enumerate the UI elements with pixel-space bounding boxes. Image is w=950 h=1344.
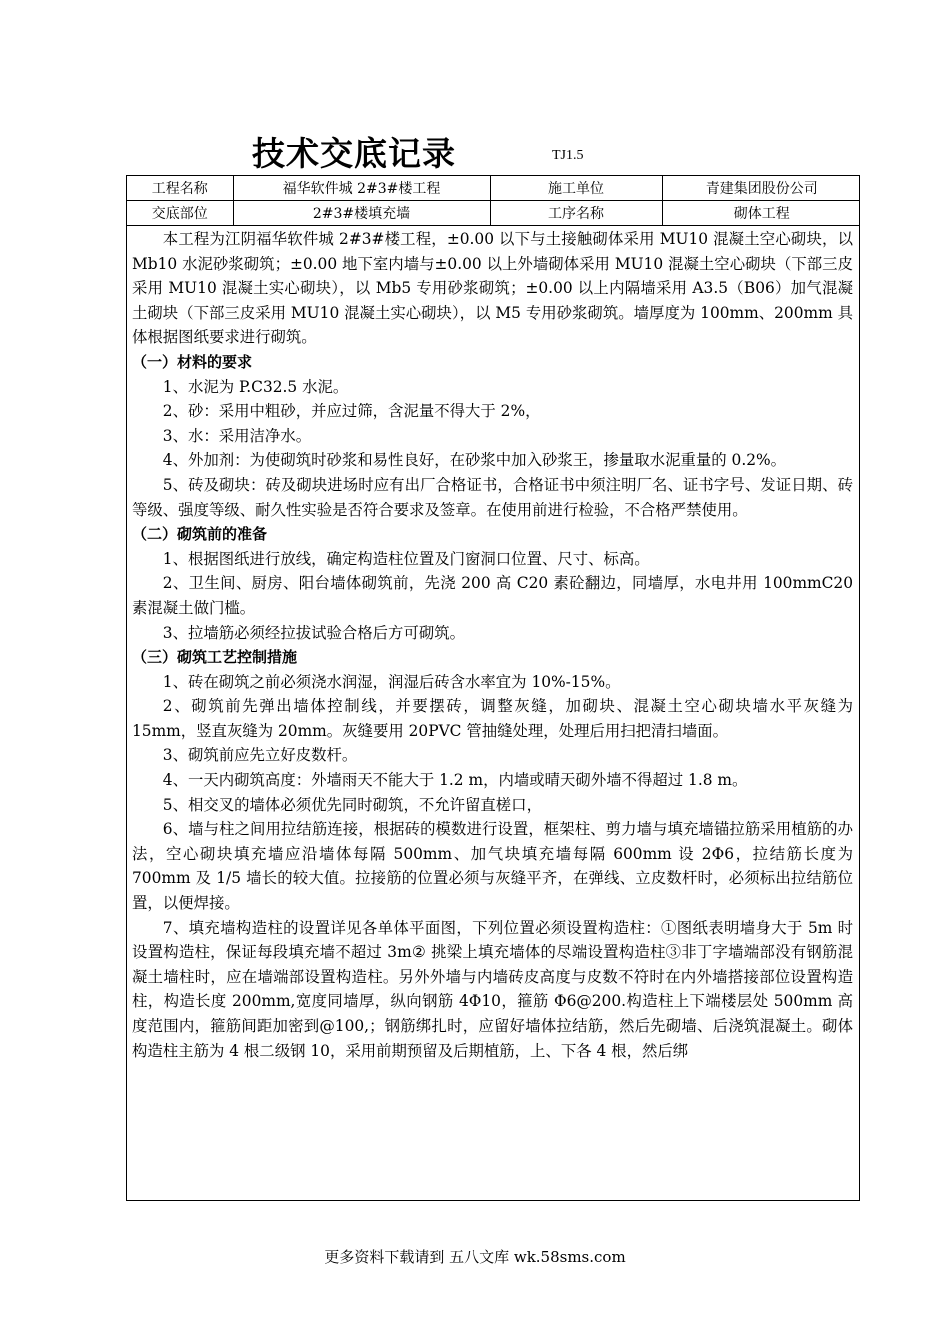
body-paragraph: 4、外加剂：为使砌筑时砂浆和易性良好，在砂浆中加入砂浆王，掺量取水泥重量的 0.2%。	[162, 451, 787, 470]
form-code: TJ1.5	[552, 148, 584, 163]
header-row-1	[127, 176, 860, 201]
process-label: 工序名称	[490, 201, 662, 226]
page-title: 技术交底记录	[252, 134, 456, 173]
project-name-label: 工程名称	[127, 176, 233, 201]
contractor-label: 施工单位	[490, 176, 662, 201]
body-paragraph: 3、砌筑前应先立好皮数杆。	[162, 746, 358, 765]
body-paragraph: 7、填充墙构造柱的设置详见各单体平面图，下列位置必须设置构造柱：①图纸表明墙身大于 5m 时设置构造柱，保证每段填充墙不超过 3m② 挑梁上填充墙体的尽端设置构造柱③非丁字墙端部没有钢筋混凝土墙柱时，应在墙端部设置构造柱。另外外墙与内墙砖皮高度与皮数不符时在内外墙搭接部位设置构造柱，构造长度 200mm,宽度同墙厚，纵向钢筋 4Φ10，箍筋 Φ6@200.构造柱上下端楼层处 500mm 高度范围内，箍筋间距加密到@100,；钢筋绑扎时，应留好墙体拉结筋，然后先砌墙、后浇筑混凝土。砌体构造柱主筋为 4 根二级钢 10，采用前期预留及后期植筋，上、下各 4 根，然后绑	[132, 918, 853, 1060]
project-name-value: 福华软件城 2#3#楼工程	[233, 176, 490, 201]
body-paragraph: 2、砂：采用中粗砂，并应过筛，含泥量不得大于 2%，	[162, 402, 541, 421]
body-paragraph: 6、墙与柱之间用拉结筋连接，根据砖的模数进行设置，框架柱、剪力墙与填充墙锚拉筋采用植筋的办法，空心砌块填充墙应沿墙体每隔 500mm、加气块填充墙每隔 600mm 设 2Φ6，拉结筋长度为 700mm 及 1/5 墙长的较大值。拉接筋的位置必须与灰缝平齐，在弹线、立皮数杆时，必须标出拉结筋位置，以便焊接。	[132, 820, 853, 913]
record-sheet	[126, 175, 860, 1201]
contractor-value: 青建集团股份公司	[662, 176, 860, 201]
body-paragraph: 5、相交叉的墙体必须优先同时砌筑，不允许留直槎口，	[162, 795, 542, 814]
section-heading: （一）材料的要求	[132, 352, 253, 371]
body-paragraph: 1、根据图纸进行放线，确定构造柱位置及门窗洞口位置、尺寸、标高。	[162, 549, 650, 568]
section-heading: （二）砌筑前的准备	[132, 525, 268, 544]
header-table	[127, 176, 860, 226]
location-value: 2#3#楼填充墙	[233, 201, 490, 226]
footer-note: 更多资料下载请到 五八文库 wk.58sms.com	[324, 1248, 626, 1266]
header-row-2	[127, 201, 860, 226]
section-heading: （三）砌筑工艺控制措施	[132, 648, 298, 667]
body-paragraph: 5、砖及砌块：砖及砌块进场时应有出厂合格证书，合格证书中须注明厂名、证书字号、发证日期、砖等级、强度等级、耐久性实验是否符合要求及签章。在使用前进行检验，不合格严禁使用。	[132, 475, 853, 519]
body-paragraph: 1、砖在砌筑之前必须浇水润湿，润湿后砖含水率宜为 10%-15%。	[162, 672, 621, 691]
body-paragraph: 2、卫生间、厨房、阳台墙体砌筑前，先浇 200 高 C20 素砼翻边，同墙厚，水电井用 100mmC20 素混凝土做门槛。	[132, 574, 853, 617]
body-paragraph: 本工程为江阴福华软件城 2#3#楼工程，±0.00 以下与土接触砌体采用 MU10 混凝土空心砌块，以 Mb10 水泥砂浆砌筑；±0.00 地下室内墙与±0.00 以上外墙砌体采用 MU10 混凝土空心砌块（下部三皮采用 MU10 混凝土实心砌块），以 Mb5 专用砂浆砌筑；±0.00 以上内隔墙采用 A3.5（B06）加气混凝土砌块（下部三皮采用 MU10 混凝土实心砌块），以 M5 专用砂浆砌筑。墙厚度为 100mm、200mm 具体根据图纸要求进行砌筑。	[132, 230, 853, 347]
body-paragraph: 4、一天内砌筑高度：外墙雨天不能大于 1.2 m，内墙或晴天砌外墙不得超过 1.8 m。	[162, 771, 748, 790]
process-value: 砌体工程	[662, 201, 860, 226]
body-paragraph: 3、拉墙筋必须经拉拔试验合格后方可砌筑。	[162, 623, 466, 642]
disclosure-content	[127, 226, 859, 1063]
location-label: 交底部位	[127, 201, 233, 226]
body-paragraph: 1、水泥为 P.C32.5 水泥。	[162, 377, 349, 396]
body-paragraph: 2、砌筑前先弹出墙体控制线，并要摆砖，调整灰缝，加砌块、混凝土空心砌块墙水平灰缝为 15mm，竖直灰缝为 20mm。灰缝要用 20PVC 管抽缝处理，处理后用扫把清扫墙面。	[132, 697, 853, 740]
body-paragraph: 3、水：采用洁净水。	[162, 426, 312, 445]
